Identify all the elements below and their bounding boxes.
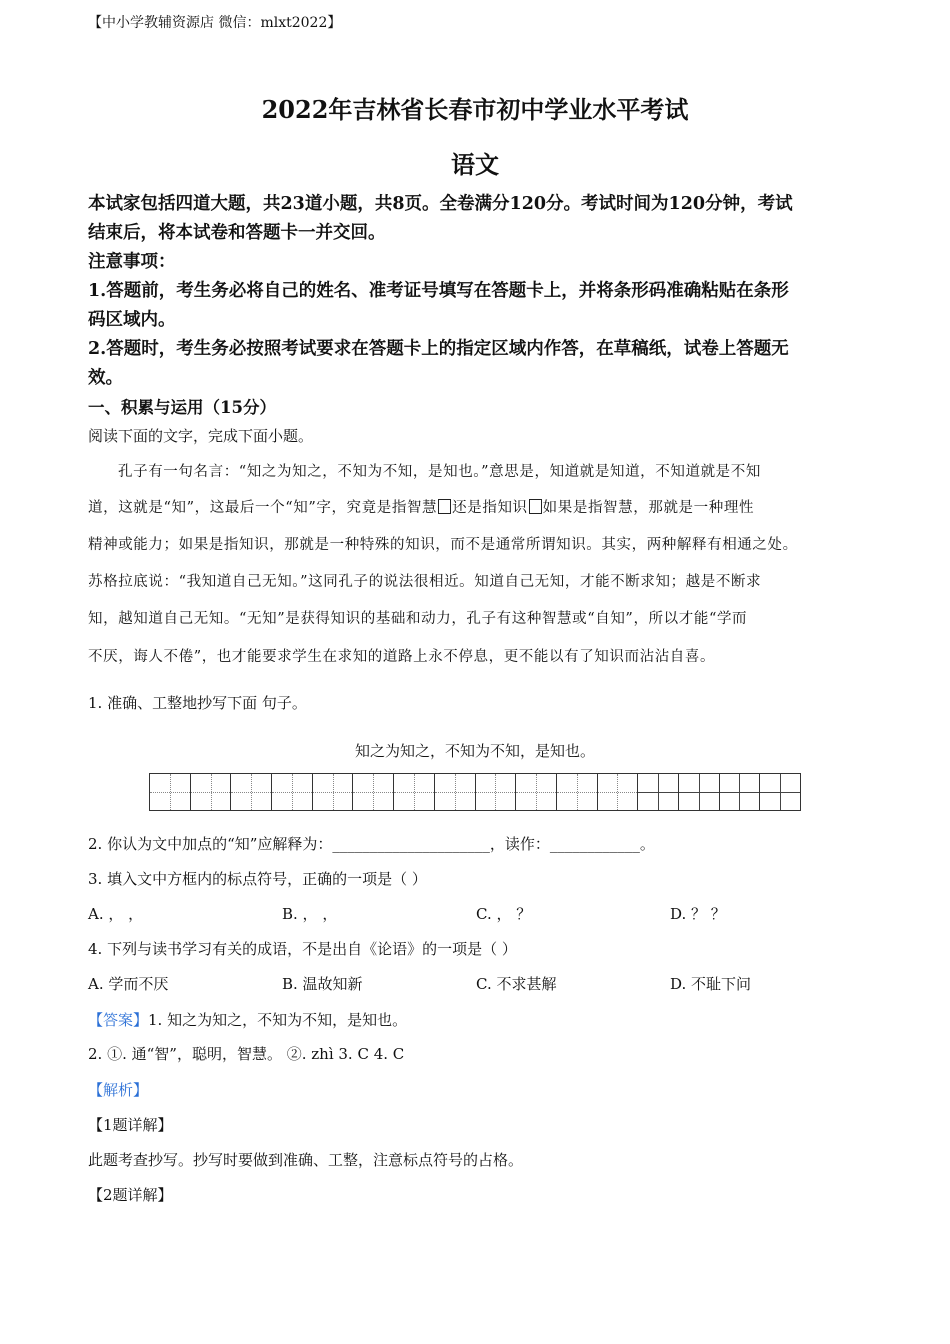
passage-line-2	[88, 496, 754, 517]
grid-cell	[150, 774, 191, 810]
answer-label: 【答案】	[88, 1011, 149, 1029]
section-instruction: 阅读下面的文字，完成下面小题。	[88, 427, 314, 445]
passage-line-5: 知，越知道自己无知。“无知”是获得知识的基础和动力，孔子有这种智慧或“自知”，所以才能“学而	[88, 611, 748, 627]
grid-cell	[476, 774, 517, 810]
question-2: 2. 你认为文中加点的“知”应解释为：_____________________，读作：____________。	[88, 835, 655, 853]
header-note: 【中小学教辅资源店 微信：mlxt2022】	[88, 15, 342, 31]
grid-cell	[760, 774, 800, 810]
grid-cell	[313, 774, 354, 810]
passage-line-1: 孔子有一句名言：“知之为知之，不知为不知，是知也。”意思是，知道就是知道，不知道就是不知	[118, 464, 761, 480]
analysis-q2-heading: 【2题详解】	[88, 1186, 173, 1204]
subject-title: 语文	[451, 150, 499, 179]
notice-item-1: 1.答题前，考生务必将自己的姓名、准考证号填写在答题卡上，并将条形码准确粘贴在条形	[88, 281, 789, 301]
analysis-q1-heading: 【1题详解】	[88, 1116, 173, 1134]
grid-cell	[231, 774, 272, 810]
grid-cell	[394, 774, 435, 810]
answer-1-text: 1. 知之为知之，不知为不知，是知也。	[148, 1011, 408, 1029]
question-1-sentence: 知之为知之，不知为不知，是知也。	[354, 742, 595, 760]
grid-cell	[638, 774, 679, 810]
analysis-label: 【解析】	[88, 1081, 149, 1099]
grid-cell	[557, 774, 598, 810]
answer-line-2: 2. ①. 通“智”，聪明，智慧。 ②. zhì 3. C 4. C	[88, 1045, 405, 1063]
q4-option-d[interactable]: D. 不耻下问	[670, 975, 752, 993]
copy-writing-grid[interactable]	[149, 773, 801, 811]
question-3: 3. 填入文中方框内的标点符号，正确的一项是（ ）	[88, 870, 427, 888]
punctuation-box	[529, 499, 542, 514]
q4-option-b[interactable]: B. 温故知新	[282, 975, 363, 993]
answer-line-1	[88, 1009, 407, 1030]
exam-title: 2022年吉林省长春市初中学业水平考试	[261, 95, 689, 124]
q3-option-a[interactable]: A. ， ，	[88, 905, 144, 923]
grid-cell	[720, 774, 761, 810]
grid-cell	[679, 774, 720, 810]
notice-item-2-cont: 效。	[88, 368, 123, 388]
passage-line-2-part-1: 道，这就是“知”，这最后一个“知”字，究竟是指智慧	[88, 500, 438, 516]
notice-item-2: 2.答题时，考生务必按照考试要求在答题卡上的指定区域内作答，在草稿纸，试卷上答题无	[88, 339, 789, 359]
passage-line-3: 精神或能力；如果是指知识，那就是一种特殊的知识，而不是通常所谓知识。其实，两种解释有相通之处。	[88, 537, 798, 553]
intro-line-1: 本试家包括四道大题，共23道小题，共8页。全卷满分120分。考试时间为120分钟，考试	[88, 194, 793, 214]
passage-line-6: 不厌，诲人不倦”，也才能要求学生在求知的道路上永不停息，更不能以有了知识而沾沾自喜。	[88, 649, 716, 665]
question-1: 1. 准确、工整地抄写下面 句子。	[88, 694, 307, 712]
analysis-q1-text: 此题考查抄写。抄写时要做到准确、工整，注意标点符号的占格。	[88, 1151, 524, 1169]
grid-cell	[191, 774, 232, 810]
q3-option-d[interactable]: D. ？ ？	[670, 905, 726, 923]
q4-option-a[interactable]: A. 学而不厌	[88, 975, 169, 993]
q3-option-c[interactable]: C. ， ？	[476, 905, 532, 923]
passage-line-2-part-2: 还是指知识	[452, 500, 528, 516]
q4-option-c[interactable]: C. 不求甚解	[476, 975, 557, 993]
passage-line-4: 苏格拉底说：“我知道自己无知。”这同孔子的说法很相近。知道自己无知，才能不断求知；越是不断求	[88, 574, 762, 590]
grid-cell	[598, 774, 639, 810]
intro-line-2: 结束后，将本试卷和答题卡一并交回。	[88, 223, 386, 243]
question-4: 4. 下列与读书学习有关的成语，不是出自《论语》的一项是（ ）	[88, 940, 517, 958]
notice-item-1-cont: 码区域内。	[88, 310, 176, 330]
grid-cell	[272, 774, 313, 810]
grid-cell	[435, 774, 476, 810]
q3-option-b[interactable]: B. ， ，	[282, 905, 338, 923]
grid-cell	[516, 774, 557, 810]
punctuation-box	[438, 499, 451, 514]
notice-heading: 注意事项：	[88, 252, 176, 272]
grid-cell	[353, 774, 394, 810]
section-heading: 一、积累与运用（15分）	[88, 398, 276, 417]
passage-line-2-part-3: 如果是指智慧，那就是一种理性	[542, 500, 755, 516]
